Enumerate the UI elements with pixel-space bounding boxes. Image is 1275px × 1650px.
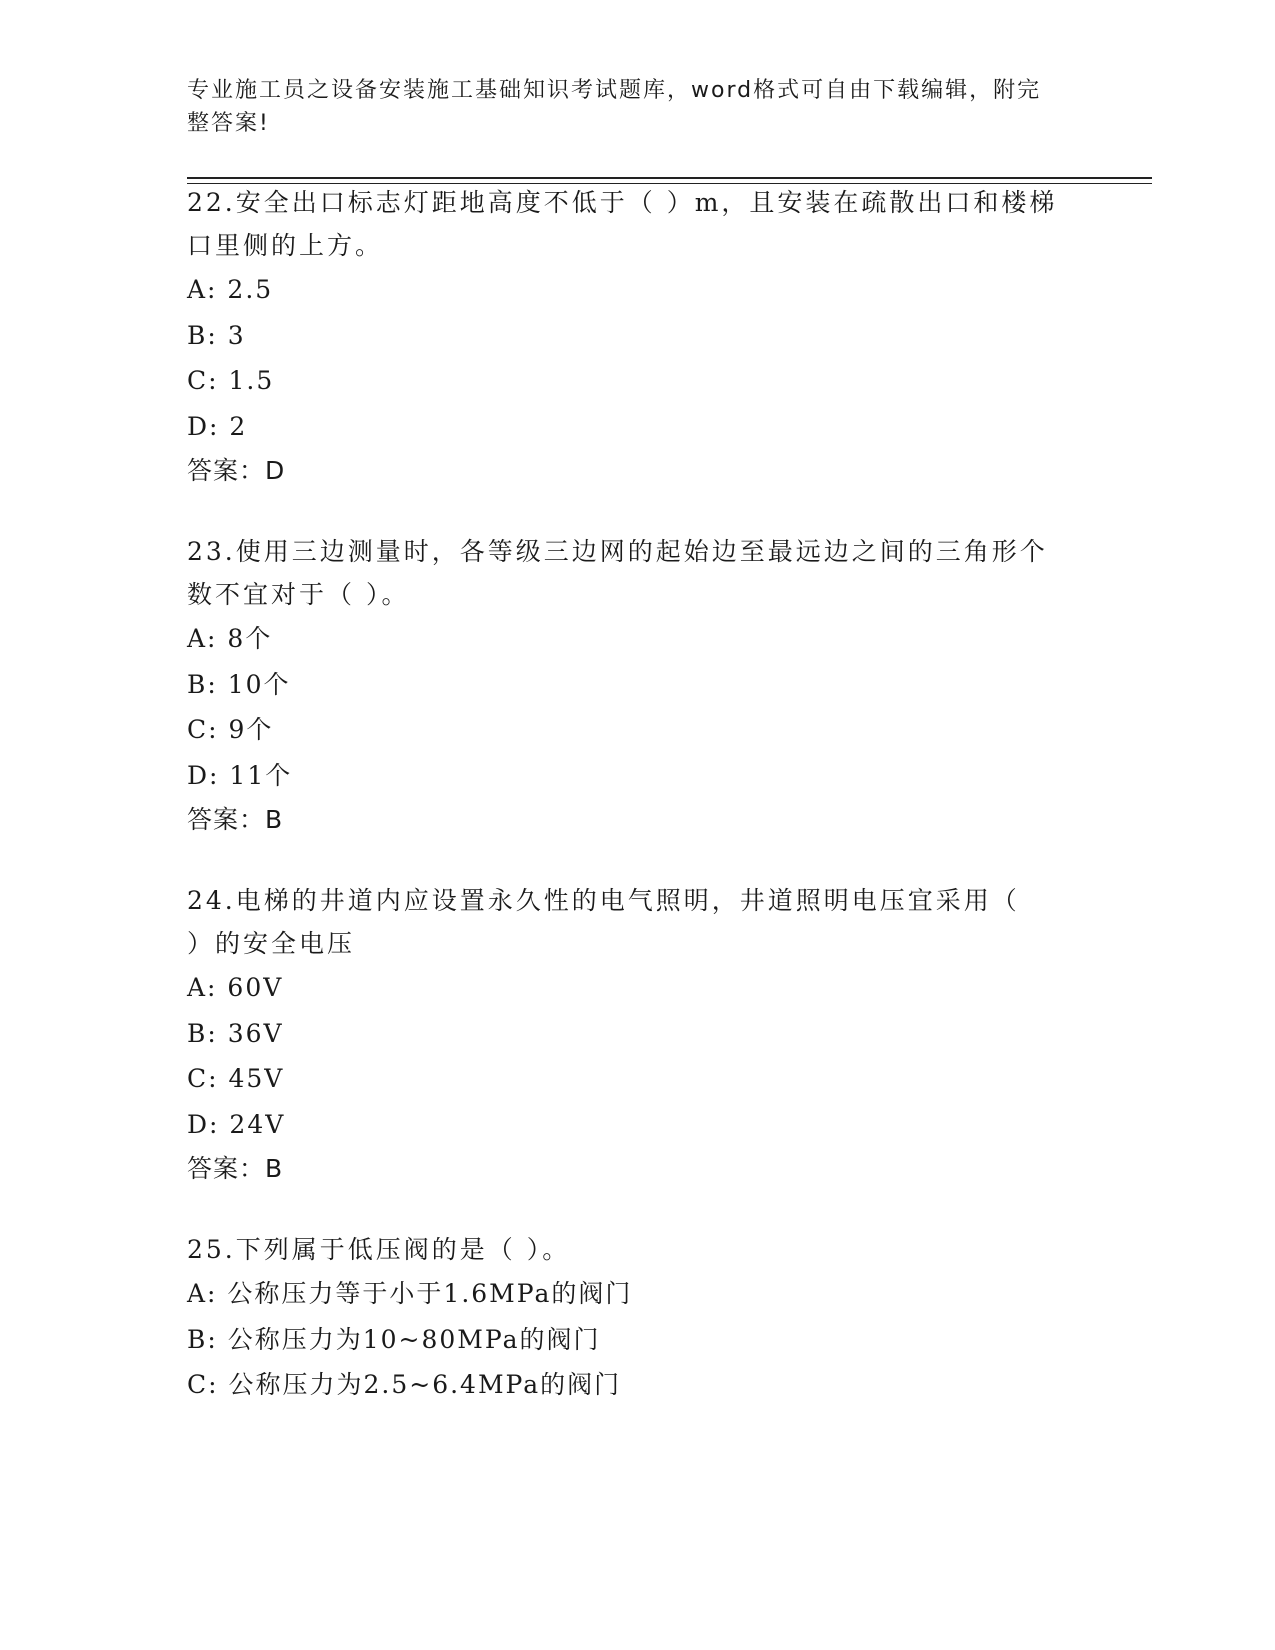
option-a: A: 公称压力等于小于1.6MPa的阀门 xyxy=(187,1279,633,1308)
question-stem xyxy=(187,181,1067,267)
answer: 答案：D xyxy=(187,456,286,485)
question-stem-line-2: 口里侧的上方。 xyxy=(187,231,384,260)
answer: 答案：B xyxy=(187,805,284,834)
option-b: B: 10个 xyxy=(187,669,291,699)
option-b: B: 公称压力为10~80MPa的阀门 xyxy=(187,1324,601,1354)
question-stem-line-1: 23.使用三边测量时，各等级三边网的起始边至最远边之间的三角形个 xyxy=(187,537,1048,566)
question-stem-line-1: 25.下列属于低压阀的是（ ）。 xyxy=(187,1235,571,1264)
option-c: C: 公称压力为2.5~6.4MPa的阀门 xyxy=(187,1370,622,1399)
question-stem xyxy=(187,1228,1067,1271)
header-line-1: 专业施工员之设备安装施工基础知识考试题库，word格式可自由下载编辑，附完 xyxy=(187,78,1042,103)
question-22 xyxy=(187,181,1087,493)
document-header xyxy=(187,74,1067,140)
option-d: D: 11个 xyxy=(187,760,293,790)
question-stem xyxy=(187,879,1067,965)
question-stem-line-1: 22.安全出口标志灯距地高度不低于（ ）m，且安装在疏散出口和楼梯 xyxy=(187,188,1058,217)
header-divider-thick xyxy=(187,177,1152,179)
question-23 xyxy=(187,530,1087,842)
option-d: D: 2 xyxy=(187,411,248,441)
question-stem-line-2: 数不宜对于（ ）。 xyxy=(187,580,410,609)
option-a: A: 8个 xyxy=(187,624,273,653)
question-stem-line-2: ）的安全电压 xyxy=(187,929,356,958)
question-stem xyxy=(187,530,1067,616)
question-24 xyxy=(187,879,1087,1191)
option-c: C: 45V xyxy=(187,1064,285,1093)
option-c: C: 1.5 xyxy=(187,366,275,395)
option-b: B: 36V xyxy=(187,1018,284,1048)
header-line-2: 整答案! xyxy=(187,111,270,136)
option-a: A: 2.5 xyxy=(187,275,274,304)
question-25 xyxy=(187,1228,1087,1408)
option-d: D: 24V xyxy=(187,1109,286,1139)
option-b: B: 3 xyxy=(187,320,246,350)
answer: 答案：B xyxy=(187,1154,284,1183)
option-a: A: 60V xyxy=(187,973,284,1002)
option-c: C: 9个 xyxy=(187,715,274,744)
question-stem-line-1: 24.电梯的井道内应设置永久性的电气照明，井道照明电压宜采用（ xyxy=(187,886,1020,915)
